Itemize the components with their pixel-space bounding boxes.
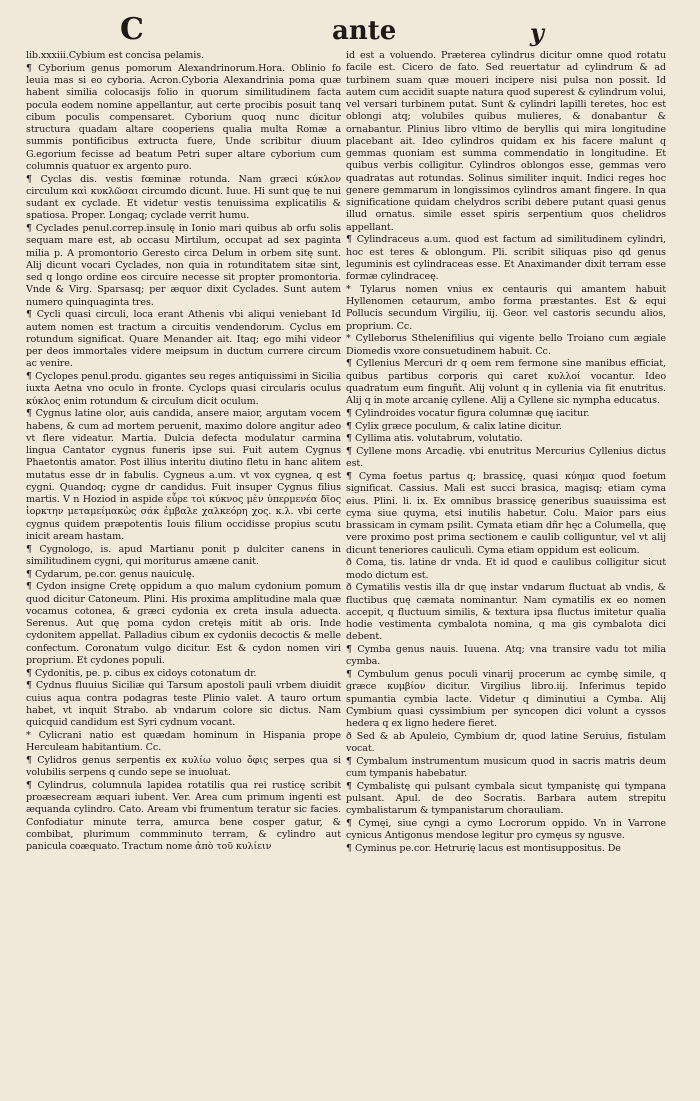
entry: ¶ Cymęi, siue cyngi a cymo Locrorum oppido. Vn in Varrone cynicus Antigonus mendose legitur pro cymęus sy ngusve. <box>346 818 666 842</box>
entry: ¶ Cyclas dis. vestis fœminæ rotunda. Nam græci κύκλον circulum καὶ κυκλῶσαι circumdo dicunt. Iuue. Hi sunt quę te nui sudant ex cyclade. Et videtur vestis tenuissima explicatilis & spatiosa. Proper. Longaq; cyclade verrit humu. <box>26 173 341 222</box>
entry: ð Coma, tis. latine dr vnda. Et id quod e caulibus colligitur sicut modo dictum est. <box>346 557 666 581</box>
entry: ¶ Cyllenius Mercuri dr q oem rem fermone sine manibus efficiat, quibus partibus corporis qui caret κυλλοί vocantur. Ideo quadratum eum finguñt. Alij volunt q in cyllenia via fit enutritus. Alij q in mote arcanię cyllene. Alij a Cyllene sic nympha educatus. <box>346 358 666 406</box>
entry: ¶ Cydon insigne Cretę oppidum a quo malum cydonium pomum quod dicitur Catoneum. Plini. His proxima amplitudine mala quæ vocamus cotonea, & græci cydonia ex creta insula aduecta. Serenus. Aut quę poma cydon cretęis mitit ab oris. Inde cydonitem appellat. Palladius cibum ex cydoniis decoctis & melle confectum. Coronatum vulgo dicitur. Est & cydon nomen viri proprium. Et cydones populi. <box>26 581 341 666</box>
entry: ¶ Cymba genus nauis. Iuuena. Atq; vna transire vadu tot milia cymba. <box>346 644 666 668</box>
entry: ¶ Cyminus pe.cor. Hetrurię lacus est montisuppositus. De <box>346 843 621 854</box>
running-head: ante <box>332 16 397 46</box>
entry: ¶ Cyllima atis. volutabrum, volutatio. <box>346 433 523 445</box>
entry: ¶ Cylindrus, columnula lapidea rotatilis qua rei rusticę scribit proæsecream æquari iubent. Ver. Area cum primum ingenti est æquanda cylindro. Cato. Aream vbi frumentum teratur sic facies. Confodiatur minute terra, amurca bene cosper gatur, & combibat, plurimum commminuto terram, & cylindro aut panicula coæquato. Tractum nome ἀπὸ τοῦ κυλίειν <box>26 779 341 852</box>
header-right-letter: y <box>530 18 544 47</box>
entry: ¶ Cyborium genus pomorum Alexandrinorum.Hora. Oblinio fo leuia mas si eo cyboria. Acron.Cyboria Alexandrinia poma quæ habent similia colocasijs folio in quorum similitudinem facta pocula eodem nomine appellantur, aut certe procibis posuit tanq cibum poculis compensaret. Cyborium quoq nunc dicitur structura quadam altare cooperiens qualia multa Romæ a summis pontificibus extructa fuere, Unde scribitur diuum G.egorium fecisse ad beatum Petri super altare cyborium cum columnis quatuor ex argento puro. <box>26 62 341 172</box>
entry: ð Sed & ab Apuleio, Cymbium dr, quod latine Seruius, fistulam vocat. <box>346 730 666 754</box>
entry: ¶ Cydnus fluuius Siciliæ qui Tarsum apostoli pauli vrbem diuidit cuius aqua contra podagras teste Plinio valet. A tauro ortum habet, vt inquit Strabo. ab vndarum colore sic dictus. Nam quicquid candidum est Syri cydnum vocant. <box>26 680 341 728</box>
entry: ð Cymatilis vestis illa dr quę instar vndarum fluctuat ab vndis, & fluctibus quę cæmata nominantur. Nam cymatilis ex eo nomen accepit, q fluctuum similis, & textura ipsa fluctus imitetur qualia hodie vestimenta cymbalota nomina, q ma gis cymbalota dici debent. <box>346 582 666 643</box>
right-column <box>346 50 666 1090</box>
entry: ¶ Cymbalum instrumentum musicum quod in sacris matris deum cum tympanis habebatur. <box>346 755 666 779</box>
entry: id est a voluendo. Præterea cylindrus dicitur omne quod rotatu facile est. Cicero de fato. Sed reuertatur ad cylindrum & ad turbinem suam quæ moueri incipere nisi pulsa non possit. Id autem cum accidit suapte natura quod superest & cylindrum volui, vel versari turbinem putat. Sunt & cylindri lapilli teretes, hoc est oblongi atq; volubiles quibus mulieres, & donabantur & ornabantur. Plinius libro vltimo de beryllis qui mira longitudine placebant ait. Ideo cylindros quidam ex his facere malunt q gemmas quoniam est summa commendatio in longitudine. Et quibus verbis colligitur. Cylindros oblongos esse, gemmas vero quadratas aut rotundas. Solinus similiter inquit. Indici reges hoc genere gemmarum in longissimos cylindros amant fingere. In qua significatione quidam chelydros scribi debere putant quasi genus illud ornatus. simile esset spiris serpentium quos chelidros appellant. <box>346 50 666 233</box>
entry: ¶ Cygnus latine olor, auis candida, ansere maior, argutam vocem habens, & cum ad mortem peruenit, maximo dolore angitur adeo vt flere videatur. Martia. Dulcia defecta modulatur carmina lingua Cantator cygnus funeris ipse sui. Fuit autem Cygnus Phaetontis amator. Post illius interitu diutino fletu in hanc alitem mutatus esse dr in fabulis. Cygneus a.um. vt vox cygnea, q est cygni. Quandoq; cygne dr candidus. Fuit insuper Cygnus filius martis. V n Hoziod in aspide εὗρε τοὶ κύκνος μὲν ὑπερμενέα δῖος ἰορκτην μεταμείμακὼς σάκ ἐμβαλε χαλκεόρη χος. κ.λ. vbi certe cygnus quidem præpotentis Iouis filium occidisse propius scutu inicit aream hastam. <box>26 408 341 542</box>
entry: ¶ Cylix græce poculum, & calix latine dicitur. <box>346 420 562 432</box>
entry: ¶ Cylindraceus a.um. quod est factum ad similitudinem cylindri, hoc est teres & oblongum. Pli. scribit siliquas piso qd genus leguminis est cylindraceas esse. Et Anaximander dixit terram esse formæ cylindraceę. <box>346 234 666 282</box>
entry: * Tylarus nomen vnius ex centauris qui amantem habuit Hyllenomen cetaurum, ambo forma præstantes. Est & equi Pollucis secundum Virgiliu, iij. Geor. vel castoris secundu alios, proprium. Cc. <box>346 283 666 332</box>
page-header <box>0 12 700 50</box>
entry: * Cylicrani natio est quædam hominum in Hispania prope Herculeam habitantium. Cc. <box>26 729 341 753</box>
entry: ¶ Cymbalistę qui pulsant cymbala sicut tympanistę qui tympana pulsant. Apul. de deo Socratis. Barbara autem strepitu cymbalistarum & tympanistarum chorauliam. <box>346 780 666 817</box>
left-column <box>26 50 341 1090</box>
entry: * Cylleborus Sthelenifilius qui vigente bello Troiano cum ægiale Diomedis vxore consuetudinem habuit. Cc. <box>346 333 666 357</box>
entry: lib.xxxiii.Cybium est concisa pelamis. <box>26 50 205 61</box>
header-left-letter: C <box>120 12 144 47</box>
entry: ¶ Cygnologo, is. apud Martianu ponit p dulciter canens in similitudinem cygni, qui moriturus amæne canit. <box>26 543 341 567</box>
entry: ¶ Cyclades penul.correp.insulę in Ionio mari quibus ab orfu solis sequam mare est, ab occasu Mirtilum, occupat ad sex paginta milia p. A promontorio Geresto circa Delum in orbem sitę sunt. Alij dicunt vocari Cyclades, non quia in rotunditatem sitæ sint, sed q longo ordine eos circuire necesse sit propter promontoria. Vnde & Virg. Sparsasq; per æquor dixit Cyclades. Sunt autem numero quinquaginta tres. <box>26 223 341 308</box>
entry: ¶ Cylindroides vocatur figura columnæ quę iacitur. <box>346 407 590 419</box>
entry: ¶ Cyclopes penul.produ. gigantes seu reges antiquissimi in Sicilia iuxta Aetna vno oculo in fronte. Cyclops quasi circularis oculus κύκλος enim rotundum & circulum dicit oculum. <box>26 371 341 407</box>
entry: ¶ Cylidros genus serpentis ex κυλίω voluo ὄφις serpes qua si volubilis serpens q cundo sepe se inuoluat. <box>26 754 341 778</box>
entry: ¶ Cymbulum genus poculi vinarij procerum ac cymbę simile, q græce κυμβίον dicitur. Virgilius libro.iij. Inferimus tepido spumantia cymbia lacte. Videtur q diminutiui a Cymba. Alij Cymbium quasi cyssimbium per syncopen dici volunt a cyssos hedera q ex ligno hedere fieret. <box>346 669 666 729</box>
entry: ¶ Cyllene mons Arcadię. vbi enutritus Mercurius Cyllenius dictus est. <box>346 446 666 470</box>
entry: ¶ Cycli quasi circuli, loca erant Athenis vbi aliqui veniebant Id autem nomen est tractum a circuitis vendendorum. Cyclus em rotundum significat. Quare Menander ait. Itaq; ego mihi videor per deos immortales videre meipsum in ductum currere circum ac venire. <box>26 309 341 370</box>
entry: ¶ Cyma foetus partus q; brassicę, quasi κύημα quod foetum significat. Cassius. Mali est succi brasica, magisq; etiam cyma eius. Plini. li. ix. Ex omnibus brassicę generibus suauissima est cyma siue quyma, etsi inutilis habetur. Colu. Maior pars eius brassicam in cymam psilit. Cymata etiam dñr hęc a Columella, quę vere proximo post prima sectionem e caulib colliguntur, vel vt alij dicunt teneriores cauliculi. Cyma etiam oppidum est eolicum. <box>346 471 666 556</box>
entry: ¶ Cydarum, pe.cor. genus nauiculę. <box>26 568 195 580</box>
entry: ¶ Cydonitis, pe. p. cibus ex cidoys cotonatum dr. <box>26 667 257 679</box>
